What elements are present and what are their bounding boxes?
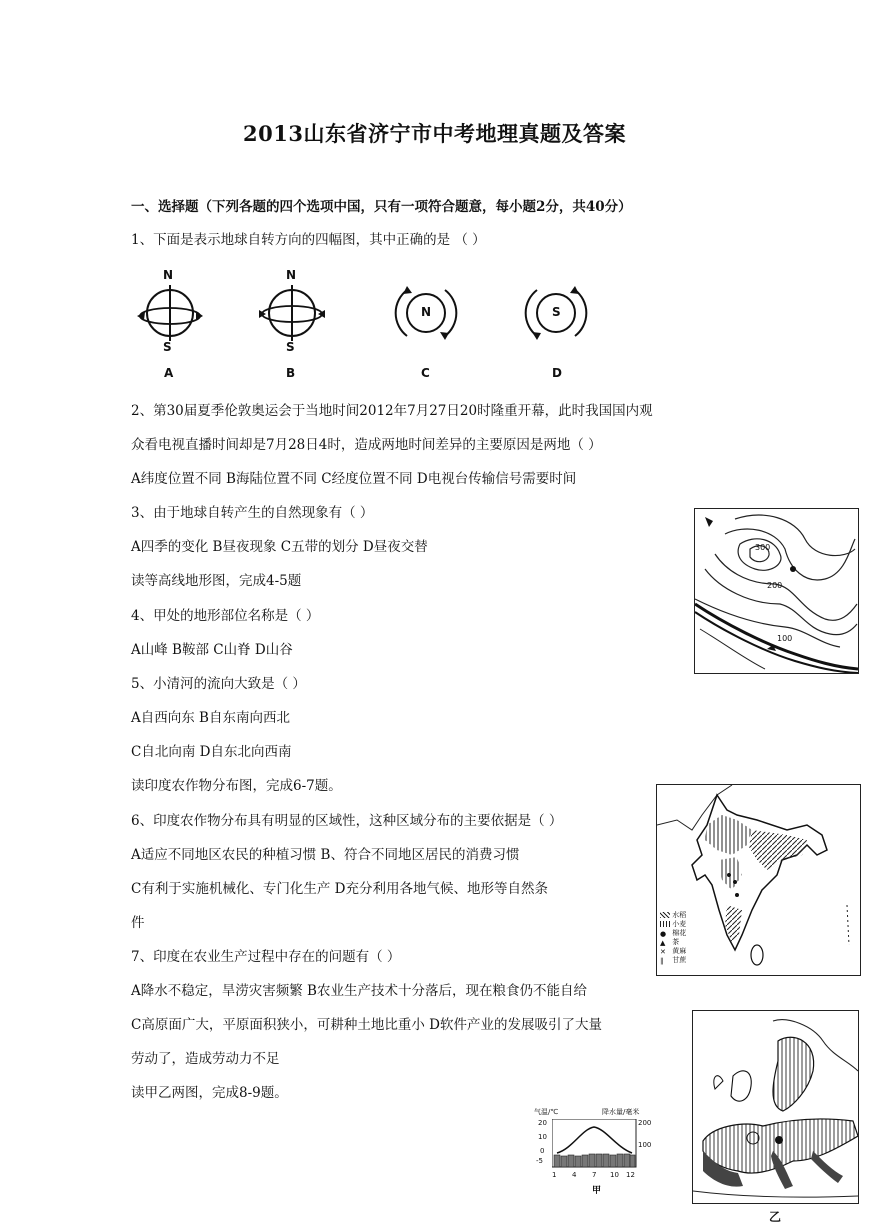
legend-item: 小麦 [660, 920, 700, 929]
temp-tick: 0 [540, 1147, 545, 1155]
temperature-axis-title: 气温/℃ [534, 1108, 559, 1116]
question-4-options: A山峰 B鞍部 C山脊 D山谷 [131, 642, 293, 658]
north-label: N [163, 268, 174, 282]
question-3-options: A四季的变化 B昼夜现象 C五带的划分 D昼夜交替 [131, 539, 428, 555]
south-label: S [163, 340, 172, 354]
question-7-options-line3: 劳动了，造成劳动力不足 [131, 1051, 280, 1067]
month-tick: 7 [592, 1171, 597, 1179]
question-2-stem-line2: 众看电视直播时间却是7月28日4时，造成两地时间差异的主要原因是两地（ ） [131, 437, 602, 453]
polar-figure-d [522, 280, 592, 385]
pole-label: N [421, 305, 432, 319]
contour-map [694, 508, 859, 674]
figure-letter-d: D [552, 366, 562, 380]
figure-letter-b: B [286, 366, 296, 380]
question-8-9-intro: 读甲乙两图，完成8-9题。 [131, 1085, 288, 1101]
globe-icon [133, 283, 208, 343]
contour-label-200: 200 [767, 581, 783, 590]
figure-letter-a: A [164, 366, 174, 380]
question-7-options-line1: A降水不稳定，旱涝灾害频繁 B农业生产技术十分落后，现在粮食仍不能自给 [131, 983, 587, 999]
page-title: 2013山东省济宁市中考地理真题及答案 [243, 121, 626, 146]
question-5-options-line2: C自北向南 D自东北向西南 [131, 744, 292, 760]
pole-label: S [552, 305, 561, 319]
legend-item: ▲ 茶 [660, 938, 680, 947]
globe-figure-a [133, 268, 208, 383]
europe-map-graphic [693, 1011, 858, 1203]
europe-map-caption: 乙 [769, 1210, 782, 1224]
temp-tick: 10 [538, 1133, 547, 1141]
contour-intro: 读等高线地形图，完成4-5题 [131, 573, 302, 589]
question-2-options: A纬度位置不同 B海陆位置不同 C经度位置不同 D电视台传输信号需要时间 [131, 471, 577, 487]
month-tick: 12 [626, 1171, 635, 1179]
legend-item: 水稻 [660, 911, 700, 920]
north-label: N [286, 268, 297, 282]
europe-map [692, 1010, 859, 1204]
globe-icon [254, 283, 329, 343]
contour-label-100: 100 [777, 634, 793, 643]
globe-figure-b [254, 268, 329, 383]
figure-letter-c: C [421, 366, 430, 380]
precipitation-axis-title: 降水量/毫米 [602, 1108, 640, 1116]
india-crop-map [656, 784, 861, 976]
india-map-legend [660, 911, 700, 965]
contour-lines-graphic [695, 509, 858, 673]
question-6-stem: 6、印度农作物分布具有明显的区域性，这种区域分布的主要依据是（ ） [131, 813, 563, 829]
precip-tick: 100 [638, 1141, 652, 1149]
section-heading: 一、选择题（下列各题的四个选项中国，只有一项符合题意，每小题2分，共40分） [131, 199, 632, 215]
south-label: S [286, 340, 295, 354]
temp-tick: -5 [536, 1157, 543, 1165]
month-tick: 10 [610, 1171, 619, 1179]
question-3-stem: 3、由于地球自转产生的自然现象有（ ） [131, 505, 374, 521]
legend-item: ✕ 黄麻 [660, 947, 687, 956]
climate-chart-plot [552, 1119, 638, 1169]
contour-label-300: 300 [755, 543, 771, 552]
question-6-options-line2: C有利于实施机械化、专门化生产 D充分利用各地气候、地形等自然条 [131, 881, 548, 897]
india-intro: 读印度农作物分布图，完成6-7题。 [131, 778, 342, 794]
question-4-stem: 4、甲处的地形部位名称是（ ） [131, 608, 320, 624]
question-1-stem: 1、下面是表示地球自转方向的四幅图，其中正确的是 （ ） [131, 232, 486, 248]
question-6-options-line1: A适应不同地区农民的种植习惯 B、符合不同地区居民的消费习惯 [131, 847, 520, 863]
chart-caption-jia: 甲 [592, 1186, 602, 1196]
question-2-stem-line1: 2、第30届夏季伦敦奥运会于当地时间2012年7月27日20时隆重开幕，此时我国国内观 [131, 403, 653, 419]
precip-tick: 200 [638, 1119, 652, 1127]
month-tick: 4 [572, 1171, 577, 1179]
question-5-options-line1: A自西向东 B自东南向西北 [131, 710, 290, 726]
question-6-options-line3: 件 [131, 915, 145, 931]
month-tick: 1 [552, 1171, 557, 1179]
question-7-options-line2: C高原面广大，平原面积狭小，可耕种土地比重小 D软件产业的发展吸引了大量 [131, 1017, 602, 1033]
temp-tick: 20 [538, 1119, 547, 1127]
climate-chart [530, 1105, 660, 1197]
polar-figure-c [393, 280, 463, 385]
legend-item: ∥ 甘蔗 [660, 956, 687, 965]
question-7-stem: 7、印度在农业生产过程中存在的问题有（ ） [131, 949, 401, 965]
question-5-stem: 5、小清河的流向大致是（ ） [131, 676, 306, 692]
legend-item: ● 棉花 [660, 929, 687, 938]
